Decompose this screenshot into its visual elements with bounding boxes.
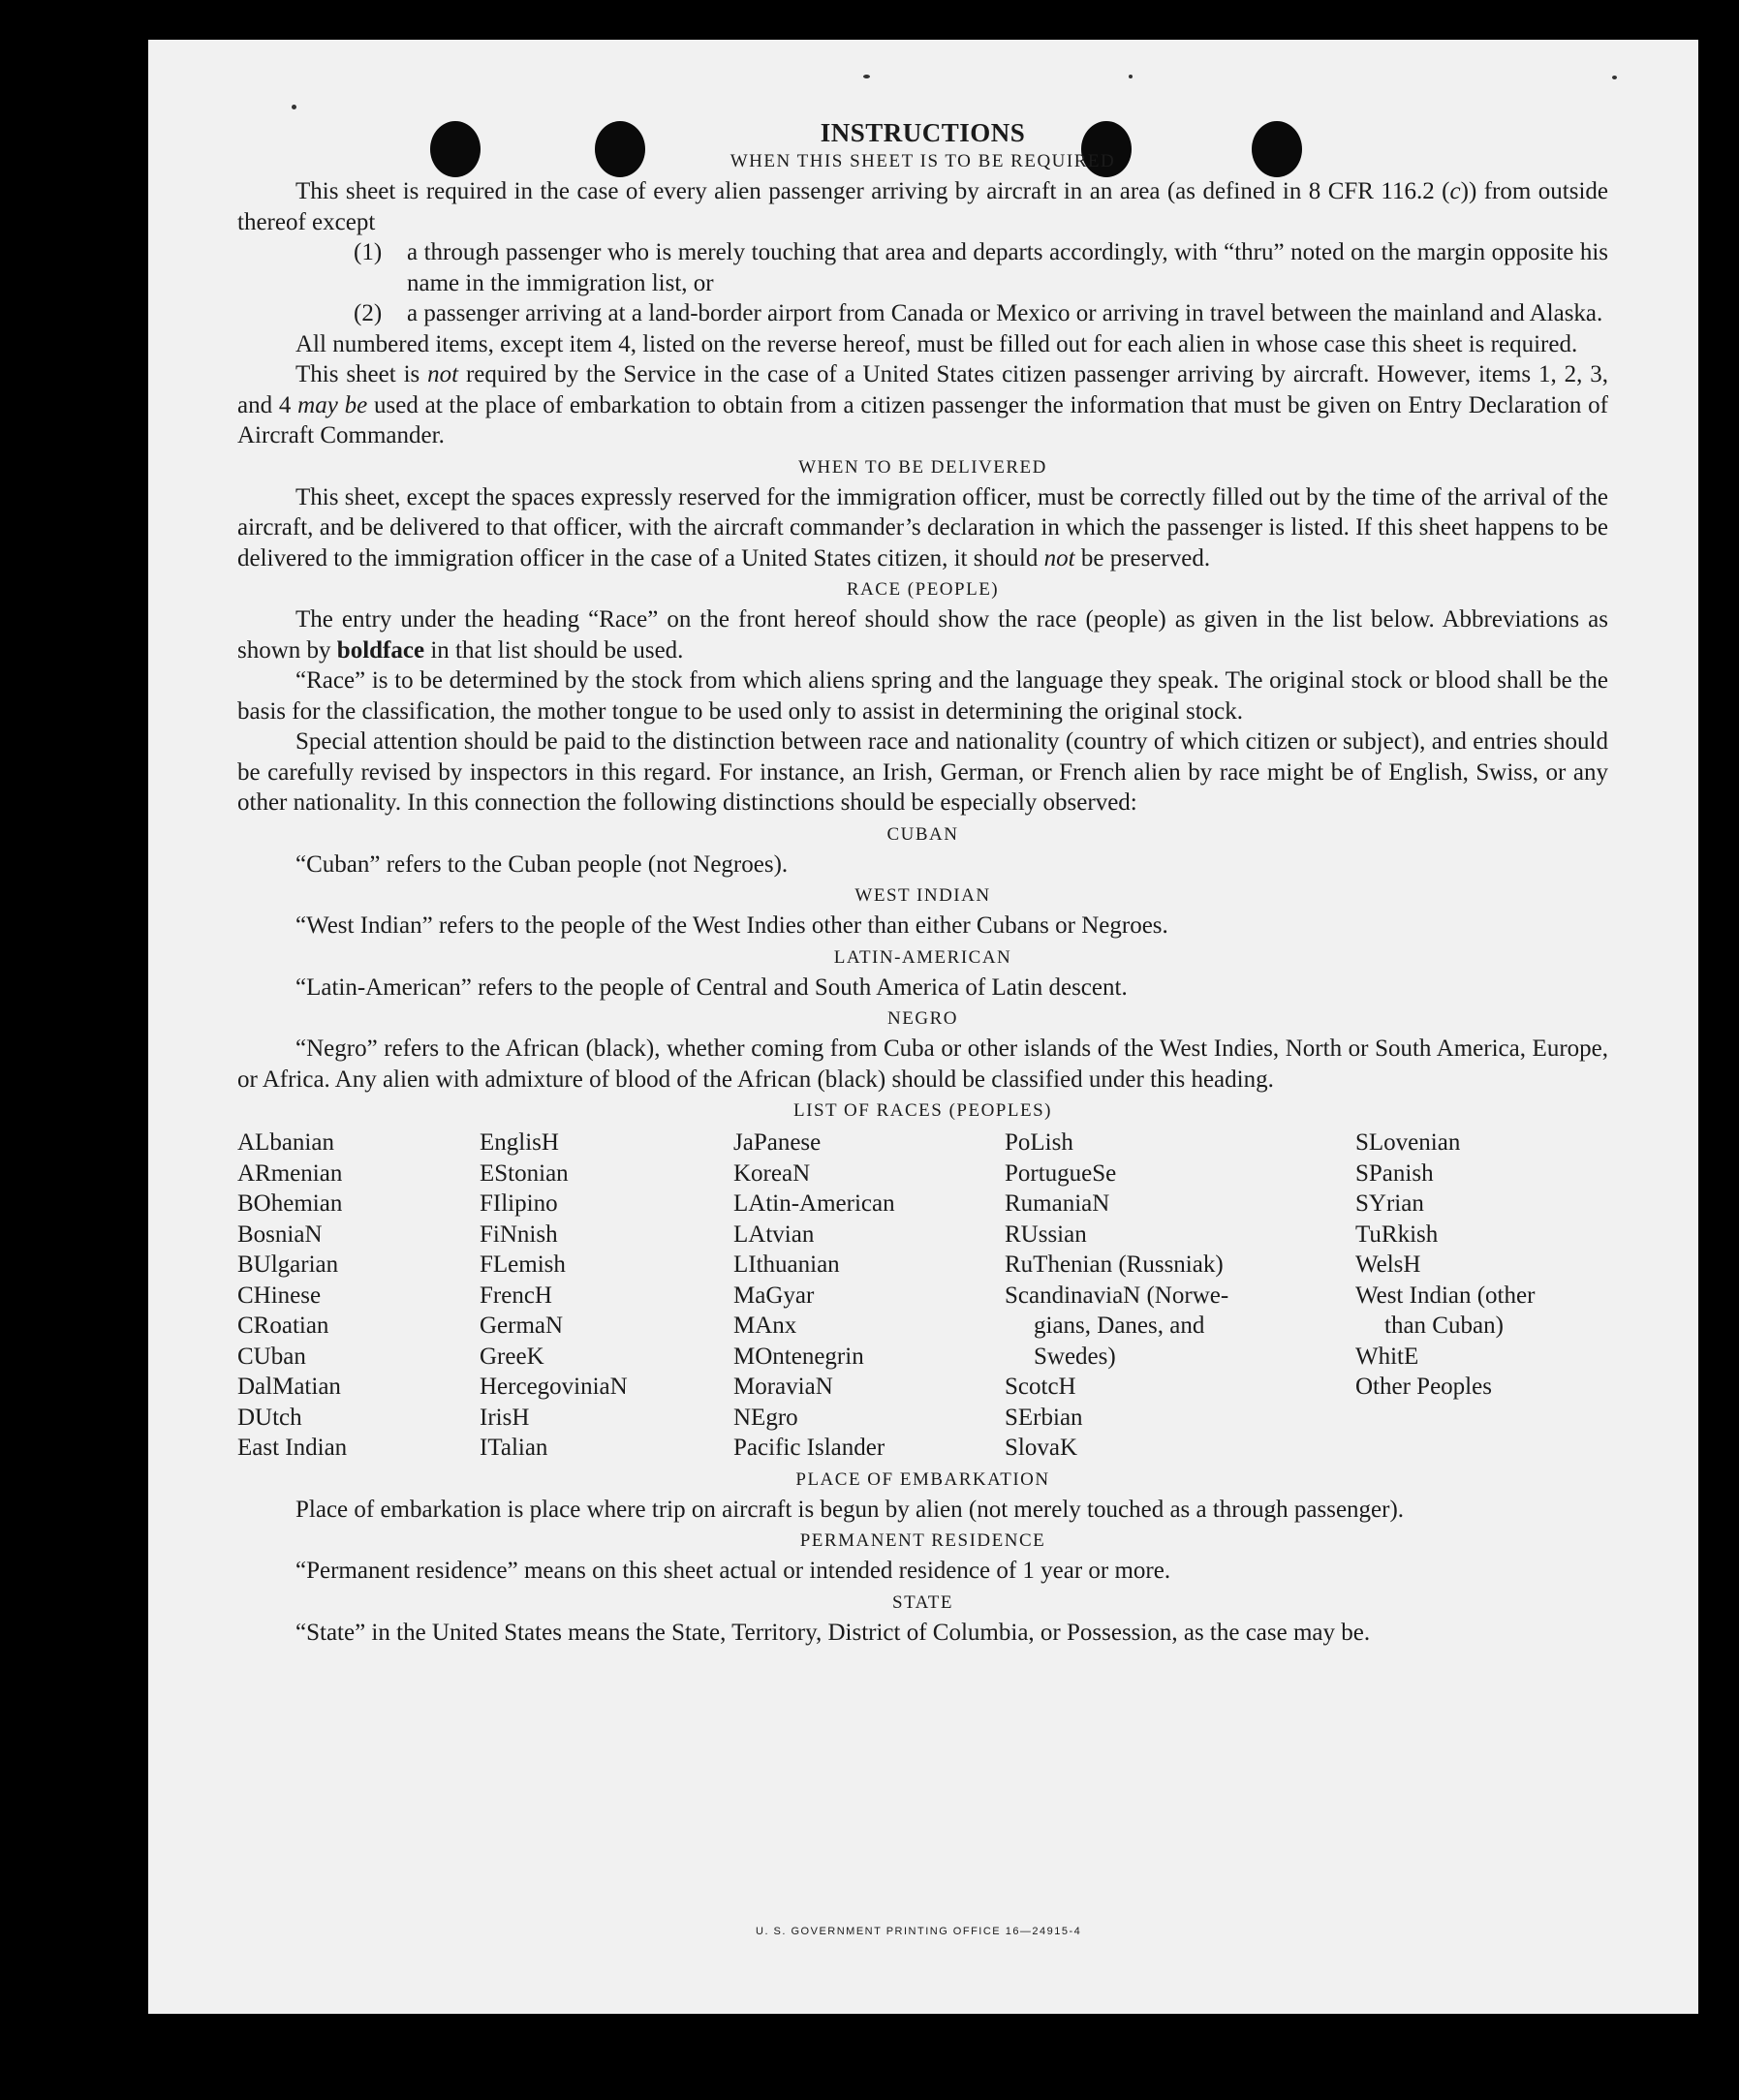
race-item: MAnx — [733, 1312, 797, 1339]
race-item: LAtin-American — [733, 1190, 895, 1217]
race-item: WelsH — [1355, 1251, 1421, 1278]
race-item: FLemish — [480, 1251, 566, 1278]
race-item-continued: gians, Danes, and — [1034, 1312, 1205, 1339]
race-item: EnglisH — [480, 1129, 559, 1156]
speck — [1129, 75, 1133, 78]
paragraph-latin-american: “Latin-American” refers to the people of Central and South America of Latin descent. — [295, 973, 1128, 1001]
race-item: SPanish — [1355, 1159, 1434, 1187]
heading-list-of-races: LIST OF RACES (PEOPLES) — [793, 1100, 1052, 1121]
race-item: LIthuanian — [733, 1251, 840, 1278]
paragraph-citizen: This sheet is not required by the Service in the case of a United States citizen passenger arriving by aircraft. However, items 1, 2, 3, and 4 may be used at the place of embarkation to obtain from a citizen passenger the information that must be given on Entry Declaration of Aircraft Commander. — [237, 361, 1608, 448]
speck — [292, 105, 296, 109]
race-item: BOhemian — [237, 1190, 343, 1217]
speck — [863, 75, 870, 78]
paragraph-negro: “Negro” refers to the African (black), whether coming from Cuba or other islands of the West Indies, North or South America, Europe, or Africa. Any alien with admixture of blood of the African (black) should be classified under this heading. — [237, 1035, 1608, 1093]
race-item: MaGyar — [733, 1282, 815, 1309]
race-item: NEgro — [733, 1404, 798, 1431]
paragraph-cuban: “Cuban” refers to the Cuban people (not Negroes). — [295, 850, 789, 878]
race-item: FIlipino — [480, 1190, 558, 1217]
instructions-body — [237, 116, 1608, 1648]
race-item: SLovenian — [1355, 1129, 1461, 1156]
race-item: BUlgarian — [237, 1251, 339, 1278]
heading-west-indian: WEST INDIAN — [854, 885, 991, 906]
race-item: FrencH — [480, 1282, 552, 1309]
race-item: MOntenegrin — [733, 1343, 864, 1370]
race-item-continued: than Cuban) — [1384, 1312, 1504, 1339]
race-item: DUtch — [237, 1404, 302, 1431]
race-item: Pacific Islander — [733, 1435, 885, 1461]
race-item: RumaniaN — [1005, 1190, 1110, 1217]
race-item: East Indian — [237, 1435, 348, 1461]
race-item: JaPanese — [733, 1129, 822, 1156]
printer-imprint: U. S. GOVERNMENT PRINTING OFFICE 16—24915-4 — [756, 1926, 1082, 1937]
paragraph-race-stock: “Race” is to be determined by the stock from which aliens spring and the language they speak. The original stock or blood shall be the basis for the classification, the mother tongue to be used only to assist in determining the original stock. — [237, 667, 1608, 725]
exception-item: (1) a through passenger who is merely touching that area and departs accordingly, with “thru” noted on the margin opposite his name in the immigration list, or — [354, 239, 1608, 296]
race-column — [237, 1127, 480, 1464]
paragraph-race-nationality: Special attention should be paid to the distinction between race and nationality (country of which citizen or subject), and entries should be carefully revised by inspectors in this regard. For instance, an Irish, German, or French alien by race might be of English, Swiss, or any other nationality. In this connection the following distinctions should be especially observed: — [237, 728, 1608, 816]
page-title: INSTRUCTIONS — [820, 118, 1026, 147]
race-column — [733, 1127, 1005, 1464]
race-column — [1355, 1127, 1607, 1464]
paragraph-numbered-items: All numbered items, except item 4, listed on the reverse hereof, must be filled out for each alien in whose case this sheet is required. — [295, 330, 1578, 357]
heading-permanent-residence: PERMANENT RESIDENCE — [799, 1530, 1046, 1551]
race-item: DalMatian — [237, 1374, 341, 1400]
heading-when-required: WHEN THIS SHEET IS TO BE REQUIRED — [730, 151, 1116, 171]
heading-latin-american: LATIN-AMERICAN — [833, 946, 1012, 968]
heading-embarkation: PLACE OF EMBARKATION — [795, 1468, 1050, 1490]
race-item: CHinese — [237, 1282, 322, 1309]
heading-race: RACE (PEOPLE) — [846, 579, 1000, 600]
race-column — [480, 1127, 733, 1464]
race-item: RUssian — [1005, 1220, 1087, 1248]
race-item: IrisH — [480, 1404, 530, 1431]
paragraph-west-indian: “West Indian” refers to the people of the West Indies other than either Cubans or Negroes. — [295, 912, 1168, 939]
paragraph-race-entry: The entry under the heading “Race” on the front hereof should show the race (people) as given in the list below. Abbreviations as shown by boldface in that list should be used. — [237, 606, 1608, 664]
race-item: HercegoviniaN — [480, 1374, 628, 1400]
race-item: ITalian — [480, 1435, 548, 1461]
race-item: ScandinaviaN (Norwe- — [1005, 1282, 1229, 1309]
race-item: GermaN — [480, 1312, 564, 1339]
race-item: SErbian — [1005, 1404, 1083, 1431]
race-item: KoreaN — [733, 1159, 811, 1187]
race-list — [237, 1127, 1608, 1464]
race-item: SlovaK — [1005, 1435, 1077, 1461]
race-item: FiNnish — [480, 1220, 558, 1248]
race-item: MoraviaN — [733, 1374, 833, 1400]
race-item: WhitE — [1355, 1343, 1419, 1370]
race-item: PortugueSe — [1005, 1159, 1117, 1187]
race-item: ScotcH — [1005, 1374, 1076, 1400]
paragraph-permanent-residence: “Permanent residence” means on this sheet actual or intended residence of 1 year or more. — [295, 1558, 1171, 1584]
heading-state: STATE — [892, 1591, 953, 1613]
race-item: SYrian — [1355, 1190, 1424, 1217]
race-item: ARmenian — [237, 1159, 343, 1187]
exception-item: (2) a passenger arriving at a land-border airport from Canada or Mexico or arriving in travel between the mainland and Alaska. — [354, 300, 1603, 326]
race-item: LAtvian — [733, 1220, 815, 1248]
paragraph-embarkation: Place of embarkation is place where trip on aircraft is begun by alien (not merely touched as a through passenger). — [295, 1496, 1405, 1523]
race-item: BosniaN — [237, 1220, 323, 1248]
race-item: GreeK — [480, 1343, 544, 1370]
paragraph-required: This sheet is required in the case of every alien passenger arriving by aircraft in an area (as defined in 8 CFR 116.2 (c)) from outside thereof except — [237, 178, 1608, 235]
paragraph-state: “State” in the United States means the State, Territory, District of Columbia, or Possession, as the case may be. — [295, 1619, 1371, 1646]
race-item: PoLish — [1005, 1129, 1073, 1156]
race-column — [1005, 1127, 1355, 1464]
race-item: CRoatian — [237, 1312, 329, 1339]
race-item: CUban — [237, 1343, 306, 1370]
race-item: Other Peoples — [1355, 1374, 1492, 1400]
speck — [1612, 76, 1617, 79]
race-item-continued: Swedes) — [1034, 1343, 1116, 1370]
race-item: TuRkish — [1355, 1220, 1439, 1248]
race-item: RuThenian (Russniak) — [1005, 1251, 1224, 1278]
race-item: ALbanian — [237, 1129, 334, 1156]
heading-cuban: CUBAN — [886, 823, 959, 845]
heading-when-delivered: WHEN TO BE DELIVERED — [798, 456, 1047, 478]
paragraph-delivered: This sheet, except the spaces expressly reserved for the immigration officer, must be correctly filled out by the time of the arrival of the aircraft, and be delivered to that officer, with the aircraft commander’s declaration in which the passenger is listed. If this sheet happens to be delivered to the immigration officer in the case of a United States citizen, it should not be preserved. — [237, 483, 1608, 571]
race-item: West Indian (other — [1355, 1282, 1536, 1309]
race-item: EStonian — [480, 1159, 569, 1187]
heading-negro: NEGRO — [887, 1008, 958, 1029]
